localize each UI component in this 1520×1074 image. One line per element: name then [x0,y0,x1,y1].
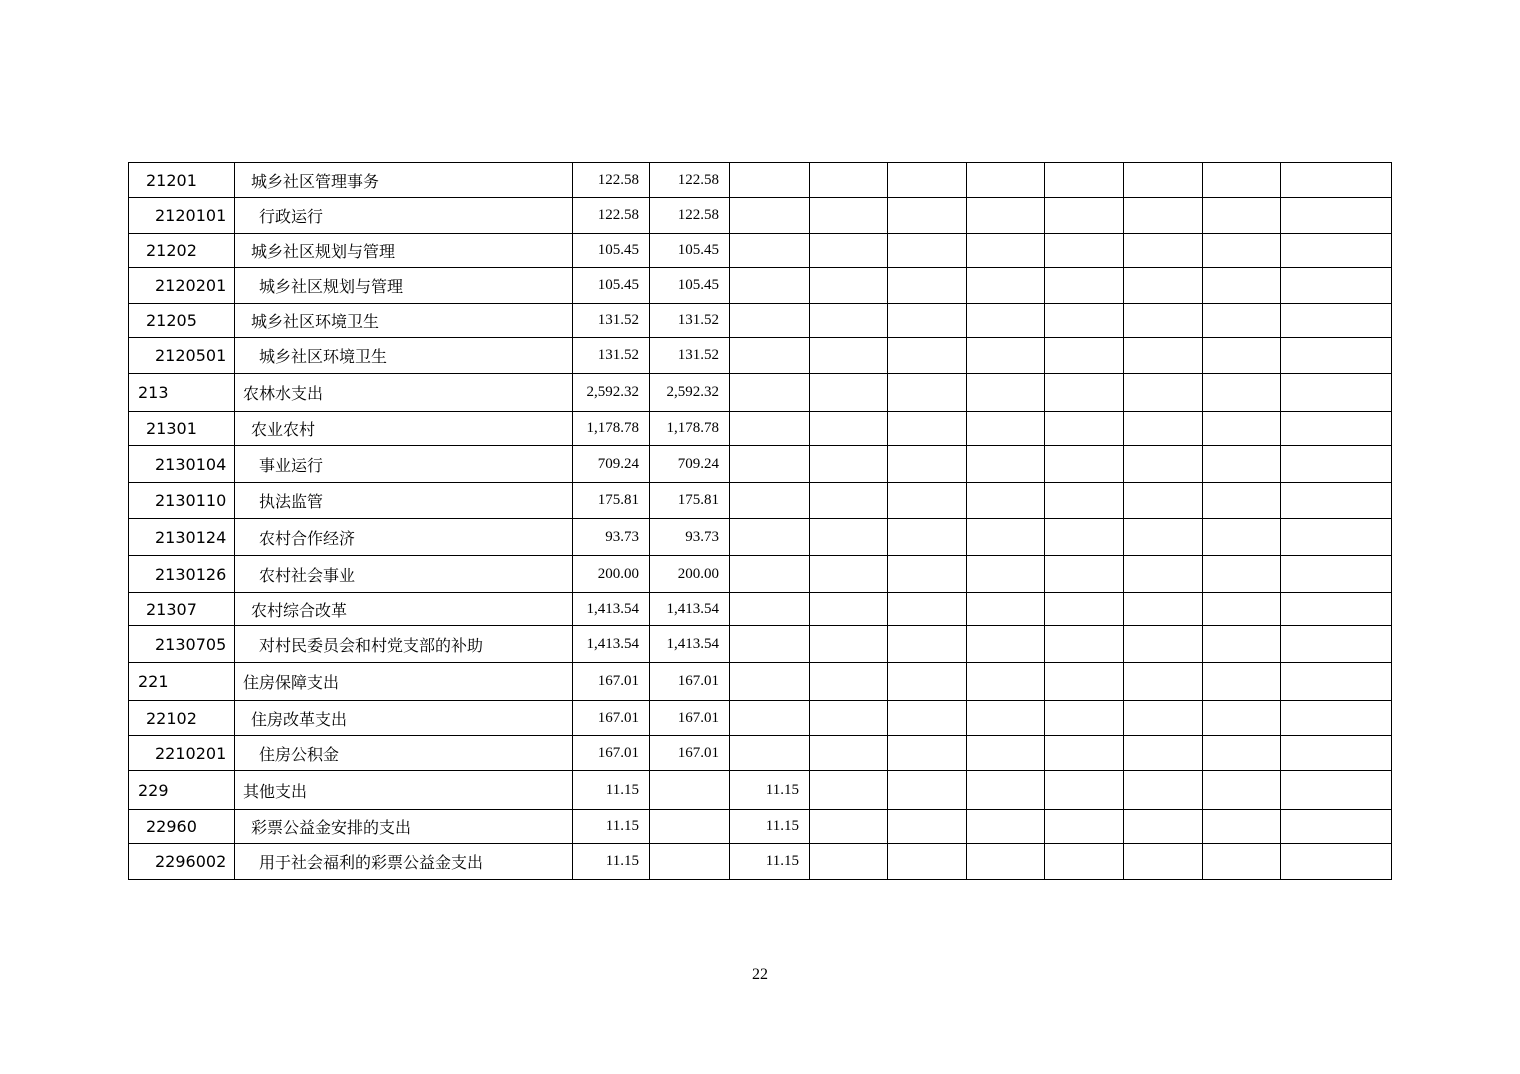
row-general-budget [650,810,730,844]
row-code: 2120101 [129,198,235,234]
row-fund-budget [730,736,810,771]
row-name: 农村社会事业 [235,556,573,593]
empty-cell [967,304,1045,338]
row-general-budget: 93.73 [650,519,730,556]
empty-cell [810,844,888,880]
row-total: 93.73 [573,519,650,556]
empty-cell [967,446,1045,483]
row-fund-budget [730,701,810,736]
row-name: 农林水支出 [235,374,573,412]
empty-cell [888,593,967,626]
row-general-budget: 709.24 [650,446,730,483]
empty-cell [810,556,888,593]
empty-cell [967,374,1045,412]
empty-cell [810,338,888,374]
empty-cell [1281,810,1392,844]
empty-cell [1281,771,1392,810]
row-code: 2296002 [129,844,235,880]
empty-cell [888,701,967,736]
row-name: 城乡社区环境卫生 [235,338,573,374]
table-row [129,163,1392,198]
empty-cell [1203,412,1281,446]
row-general-budget: 200.00 [650,556,730,593]
empty-cell [1124,844,1203,880]
empty-cell [1203,483,1281,519]
row-code: 21307 [129,593,235,626]
row-name: 行政运行 [235,198,573,234]
row-fund-budget [730,234,810,268]
empty-cell [810,701,888,736]
empty-cell [1045,519,1124,556]
row-general-budget: 2,592.32 [650,374,730,412]
row-general-budget: 105.45 [650,268,730,304]
empty-cell [1203,626,1281,663]
row-general-budget: 167.01 [650,663,730,701]
table-row [129,626,1392,663]
empty-cell [1203,234,1281,268]
empty-cell [1281,412,1392,446]
row-general-budget: 167.01 [650,736,730,771]
table-row [129,268,1392,304]
empty-cell [967,338,1045,374]
row-code: 229 [129,771,235,810]
empty-cell [967,163,1045,198]
row-total: 709.24 [573,446,650,483]
row-code: 221 [129,663,235,701]
table-row [129,483,1392,519]
empty-cell [1203,338,1281,374]
empty-cell [888,234,967,268]
row-name: 对村民委员会和村党支部的补助 [235,626,573,663]
table-row [129,701,1392,736]
row-name: 城乡社区规划与管理 [235,268,573,304]
empty-cell [1203,844,1281,880]
empty-cell [810,374,888,412]
row-code: 21205 [129,304,235,338]
row-fund-budget: 11.15 [730,810,810,844]
empty-cell [967,412,1045,446]
empty-cell [1124,446,1203,483]
empty-cell [1124,304,1203,338]
row-code: 2120501 [129,338,235,374]
empty-cell [1045,234,1124,268]
empty-cell [1203,198,1281,234]
table-row [129,234,1392,268]
row-fund-budget [730,374,810,412]
empty-cell [810,519,888,556]
table-row [129,810,1392,844]
empty-cell [967,234,1045,268]
empty-cell [888,771,967,810]
empty-cell [1124,593,1203,626]
empty-cell [1124,663,1203,701]
table-row [129,771,1392,810]
table-row [129,593,1392,626]
empty-cell [810,268,888,304]
row-name: 彩票公益金安排的支出 [235,810,573,844]
empty-cell [1045,736,1124,771]
empty-cell [967,556,1045,593]
empty-cell [810,446,888,483]
row-total: 175.81 [573,483,650,519]
empty-cell [888,446,967,483]
row-general-budget: 1,413.54 [650,593,730,626]
empty-cell [1124,626,1203,663]
empty-cell [1124,234,1203,268]
empty-cell [1124,701,1203,736]
row-fund-budget [730,163,810,198]
row-name: 执法监管 [235,483,573,519]
empty-cell [1281,626,1392,663]
empty-cell [967,483,1045,519]
empty-cell [1045,483,1124,519]
empty-cell [888,338,967,374]
empty-cell [1203,593,1281,626]
empty-cell [810,663,888,701]
empty-cell [1124,810,1203,844]
empty-cell [1045,374,1124,412]
empty-cell [967,593,1045,626]
empty-cell [1203,304,1281,338]
row-total: 200.00 [573,556,650,593]
empty-cell [1045,844,1124,880]
table-row [129,304,1392,338]
empty-cell [1124,771,1203,810]
empty-cell [1281,198,1392,234]
empty-cell [888,483,967,519]
row-name: 事业运行 [235,446,573,483]
row-total: 105.45 [573,268,650,304]
empty-cell [1281,268,1392,304]
empty-cell [1045,663,1124,701]
empty-cell [1124,736,1203,771]
row-fund-budget [730,483,810,519]
empty-cell [1203,701,1281,736]
budget-table [128,162,1392,880]
empty-cell [888,412,967,446]
empty-cell [1124,374,1203,412]
table-row [129,198,1392,234]
empty-cell [1045,163,1124,198]
table-row [129,519,1392,556]
row-code: 2130110 [129,483,235,519]
row-total: 131.52 [573,338,650,374]
row-code: 21202 [129,234,235,268]
empty-cell [1203,446,1281,483]
empty-cell [1203,736,1281,771]
empty-cell [1045,626,1124,663]
row-fund-budget: 11.15 [730,771,810,810]
row-code: 2130124 [129,519,235,556]
row-fund-budget [730,446,810,483]
empty-cell [1203,374,1281,412]
empty-cell [1045,198,1124,234]
empty-cell [888,663,967,701]
row-total: 11.15 [573,810,650,844]
row-fund-budget [730,663,810,701]
table-row [129,663,1392,701]
empty-cell [1281,556,1392,593]
empty-cell [1203,771,1281,810]
empty-cell [967,663,1045,701]
empty-cell [967,810,1045,844]
row-total: 1,413.54 [573,593,650,626]
row-name: 农村合作经济 [235,519,573,556]
row-name: 农村综合改革 [235,593,573,626]
empty-cell [810,163,888,198]
page-number: 22 [752,966,768,983]
empty-cell [810,593,888,626]
row-general-budget: 175.81 [650,483,730,519]
row-total: 105.45 [573,234,650,268]
empty-cell [810,810,888,844]
table-row [129,736,1392,771]
row-total: 122.58 [573,163,650,198]
row-general-budget [650,771,730,810]
empty-cell [1045,593,1124,626]
empty-cell [1203,519,1281,556]
empty-cell [1281,593,1392,626]
empty-cell [888,556,967,593]
table-row [129,338,1392,374]
row-code: 21301 [129,412,235,446]
empty-cell [810,234,888,268]
row-general-budget: 1,413.54 [650,626,730,663]
row-total: 122.58 [573,198,650,234]
row-name: 城乡社区环境卫生 [235,304,573,338]
empty-cell [1124,198,1203,234]
row-fund-budget [730,412,810,446]
row-total: 167.01 [573,701,650,736]
empty-cell [1045,810,1124,844]
row-fund-budget [730,198,810,234]
empty-cell [1281,234,1392,268]
empty-cell [1281,701,1392,736]
empty-cell [1203,163,1281,198]
row-name: 城乡社区管理事务 [235,163,573,198]
row-code: 21201 [129,163,235,198]
table-row [129,446,1392,483]
row-fund-budget [730,338,810,374]
empty-cell [1124,268,1203,304]
row-code: 2130126 [129,556,235,593]
row-general-budget: 105.45 [650,234,730,268]
row-name: 住房保障支出 [235,663,573,701]
row-name: 住房公积金 [235,736,573,771]
empty-cell [1045,268,1124,304]
empty-cell [1045,412,1124,446]
empty-cell [1281,483,1392,519]
empty-cell [888,810,967,844]
row-general-budget: 131.52 [650,304,730,338]
empty-cell [1281,663,1392,701]
empty-cell [1124,519,1203,556]
row-general-budget: 167.01 [650,701,730,736]
empty-cell [1281,338,1392,374]
empty-cell [967,626,1045,663]
empty-cell [1281,844,1392,880]
empty-cell [1124,163,1203,198]
empty-cell [888,304,967,338]
row-total: 1,413.54 [573,626,650,663]
row-name: 其他支出 [235,771,573,810]
empty-cell [1124,412,1203,446]
table-row [129,556,1392,593]
empty-cell [1045,701,1124,736]
empty-cell [1124,483,1203,519]
empty-cell [1203,556,1281,593]
row-code: 2120201 [129,268,235,304]
empty-cell [1281,374,1392,412]
empty-cell [1281,446,1392,483]
row-name: 用于社会福利的彩票公益金支出 [235,844,573,880]
empty-cell [967,736,1045,771]
empty-cell [888,198,967,234]
row-total: 11.15 [573,771,650,810]
empty-cell [810,626,888,663]
empty-cell [810,412,888,446]
row-total: 1,178.78 [573,412,650,446]
empty-cell [1045,771,1124,810]
empty-cell [1203,268,1281,304]
empty-cell [1045,338,1124,374]
row-total: 167.01 [573,736,650,771]
empty-cell [1281,163,1392,198]
row-name: 城乡社区规划与管理 [235,234,573,268]
empty-cell [888,163,967,198]
row-name: 住房改革支出 [235,701,573,736]
empty-cell [1281,304,1392,338]
empty-cell [888,268,967,304]
empty-cell [967,701,1045,736]
empty-cell [967,519,1045,556]
row-code: 213 [129,374,235,412]
empty-cell [1045,304,1124,338]
empty-cell [810,198,888,234]
empty-cell [810,304,888,338]
row-code: 22960 [129,810,235,844]
empty-cell [810,771,888,810]
empty-cell [967,771,1045,810]
row-total: 11.15 [573,844,650,880]
empty-cell [1045,556,1124,593]
row-code: 2130705 [129,626,235,663]
table-row [129,374,1392,412]
table-body [129,163,1392,880]
row-fund-budget [730,519,810,556]
row-fund-budget [730,593,810,626]
row-total: 131.52 [573,304,650,338]
empty-cell [888,736,967,771]
empty-cell [967,198,1045,234]
empty-cell [1203,663,1281,701]
row-fund-budget [730,556,810,593]
empty-cell [810,736,888,771]
table-row [129,844,1392,880]
empty-cell [1203,810,1281,844]
empty-cell [888,626,967,663]
row-general-budget: 1,178.78 [650,412,730,446]
empty-cell [888,374,967,412]
row-general-budget: 122.58 [650,163,730,198]
row-code: 22102 [129,701,235,736]
row-fund-budget [730,304,810,338]
row-total: 2,592.32 [573,374,650,412]
row-general-budget: 122.58 [650,198,730,234]
row-fund-budget: 11.15 [730,844,810,880]
row-name: 农业农村 [235,412,573,446]
row-fund-budget [730,626,810,663]
row-code: 2210201 [129,736,235,771]
empty-cell [1045,446,1124,483]
empty-cell [1281,519,1392,556]
empty-cell [1124,338,1203,374]
empty-cell [967,268,1045,304]
row-general-budget: 131.52 [650,338,730,374]
empty-cell [888,519,967,556]
empty-cell [1124,556,1203,593]
row-general-budget [650,844,730,880]
row-total: 167.01 [573,663,650,701]
row-code: 2130104 [129,446,235,483]
empty-cell [1281,736,1392,771]
empty-cell [888,844,967,880]
empty-cell [967,844,1045,880]
table-row [129,412,1392,446]
row-fund-budget [730,268,810,304]
empty-cell [810,483,888,519]
